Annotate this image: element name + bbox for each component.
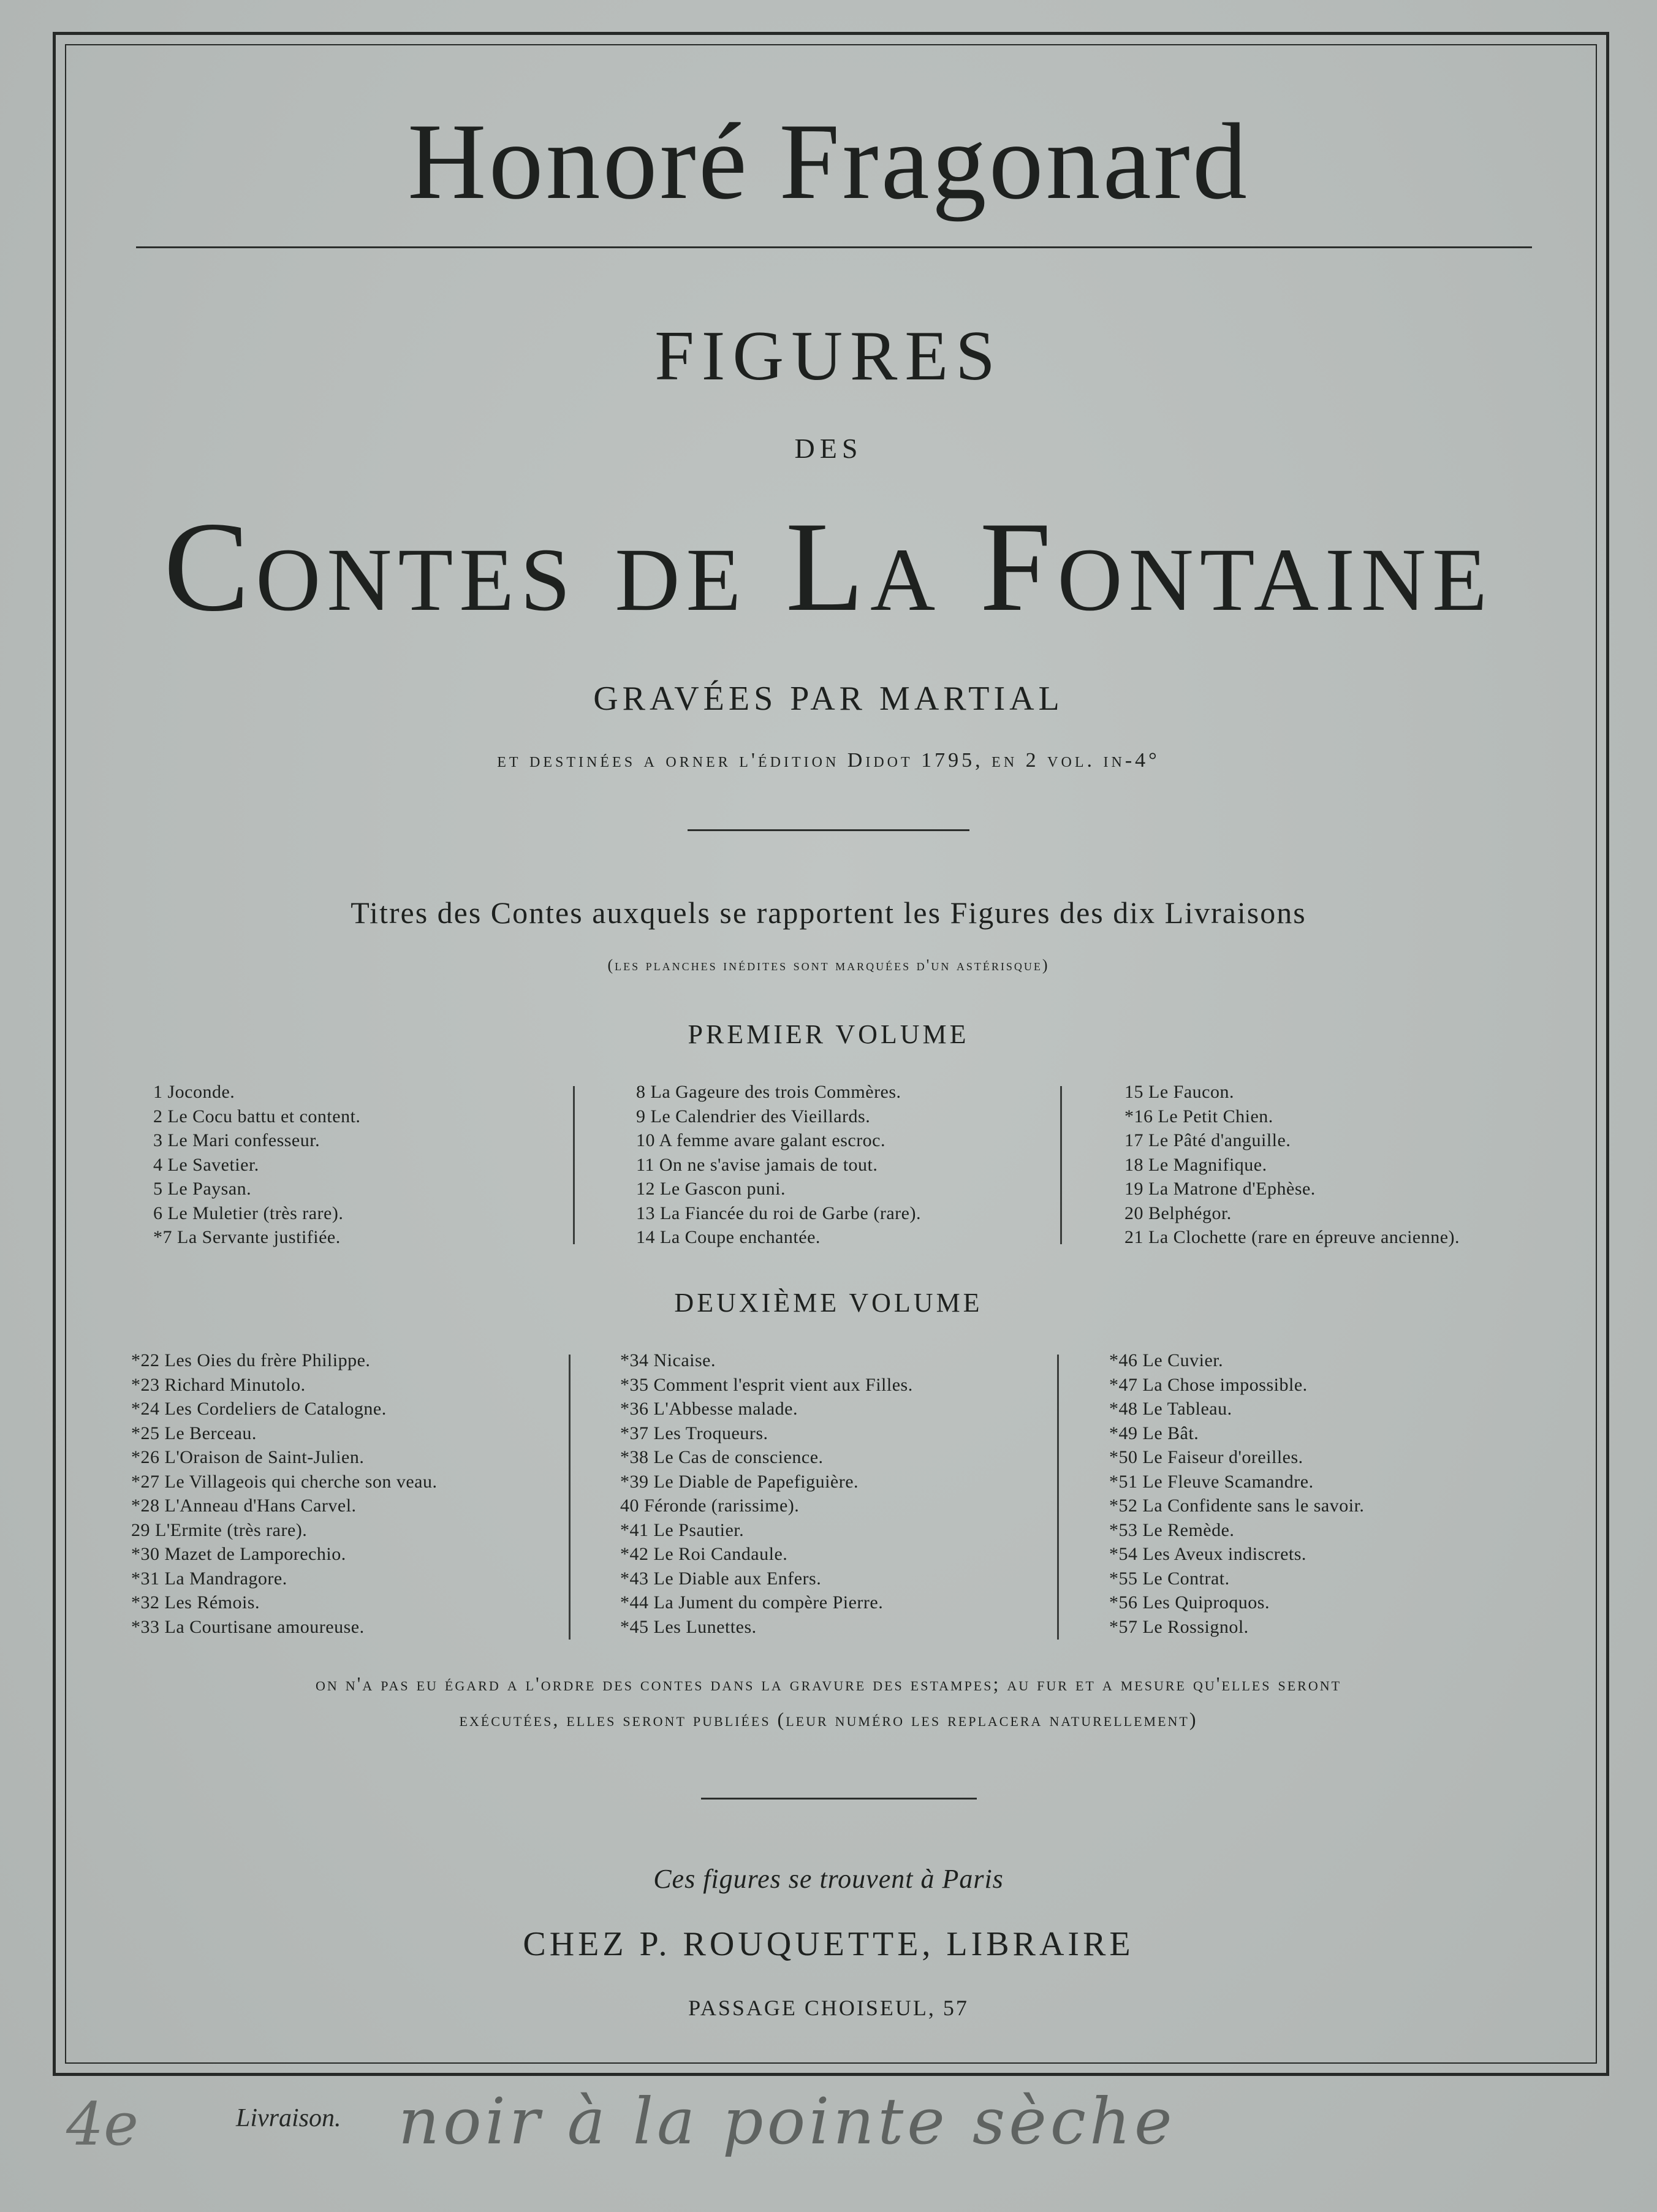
list-item: 18 Le Magnifique. [1124,1154,1267,1175]
list-item: *25 Le Berceau. [131,1423,257,1443]
list-item: 21 La Clochette (rare en épreuve ancienne). [1124,1227,1460,1247]
volume1-column2 [636,1080,921,1250]
list-item: 29 L'Ermite (très rare). [131,1519,308,1540]
list-item: 20 Belphégor. [1124,1203,1232,1223]
list-item: 40 Féronde (rarissime). [620,1496,800,1516]
list-item: *48 Le Tableau. [1109,1399,1232,1419]
column-separator [1057,1355,1059,1640]
list-item: *33 La Courtisane amoureuse. [131,1616,365,1637]
order-note-line2: exécutées, elles seront publiées (leur numéro les replacera naturellement) [459,1708,1198,1730]
column-separator [569,1355,571,1640]
livraison-number-handwritten: 4e [66,2090,138,2159]
list-item: *56 Les Quiproquos. [1109,1592,1270,1613]
list-item: *37 Les Troqueurs. [620,1423,768,1443]
list-item: *16 Le Petit Chien. [1124,1106,1273,1127]
contes-title: Contes de La Fontaine [164,496,1493,638]
volume2-column1 [131,1348,438,1639]
volume2-title: DEUXIÈME VOLUME [674,1288,983,1318]
list-item: *35 Comment l'esprit vient aux Filles. [620,1374,913,1395]
list-item: *54 Les Aveux indiscrets. [1109,1544,1306,1564]
list-item: 5 Le Paysan. [153,1179,252,1199]
list-item: 11 On ne s'avise jamais de tout. [636,1154,878,1175]
order-note [0,1666,1657,1737]
list-item: 10 A femme avare galant escroc. [636,1130,885,1150]
list-item: *38 Le Cas de conscience. [620,1447,824,1467]
livraison-label: Livraison. [236,2104,341,2132]
header-divider [136,246,1532,248]
list-item: *39 Le Diable de Papefiguière. [620,1471,859,1492]
list-item: *57 Le Rossignol. [1109,1616,1249,1637]
location-note: Ces figures se trouvent à Paris [653,1864,1004,1894]
list-item: 2 Le Cocu battu et content. [153,1106,361,1127]
list-item: 12 Le Gascon puni. [636,1179,786,1199]
list-item: *31 La Mandragore. [131,1568,287,1589]
list-item: 15 Le Faucon. [1124,1082,1234,1102]
list-item: *28 L'Anneau d'Hans Carvel. [131,1496,357,1516]
list-item: *53 Le Remède. [1109,1519,1235,1540]
list-item: *43 Le Diable aux Enfers. [620,1568,822,1589]
asterisk-note: (les planches inédites sont marquées d'un astérisque) [607,956,1050,974]
list-item: *24 Les Cordeliers de Catalogne. [131,1399,387,1419]
author-heading: Honoré Fragonard [408,101,1249,222]
volume1-column3 [1124,1080,1460,1250]
list-item: 3 Le Mari confesseur. [153,1130,320,1150]
list-item: *47 La Chose impossible. [1109,1374,1308,1395]
gravees-subtitle: GRAVÉES PAR MARTIAL [593,680,1064,718]
list-item: 1 Joconde. [153,1082,235,1102]
edition-note: et destinées a orner l'édition Didot 1795, en 2 vol. in-4° [497,749,1160,772]
volume1-column1 [153,1080,360,1250]
publisher-name: CHEZ P. ROUQUETTE, LIBRAIRE [523,1925,1134,1963]
list-item: *41 Le Psautier. [620,1519,745,1540]
list-item: *45 Les Lunettes. [620,1616,757,1637]
list-item: 14 La Coupe enchantée. [636,1227,821,1247]
list-item: 13 La Fiancée du roi de Garbe (rare). [636,1203,921,1223]
list-item: *30 Mazet de Lamporechio. [131,1544,346,1564]
column-separator [1060,1086,1062,1244]
list-item: 6 Le Muletier (très rare). [153,1203,344,1223]
list-item: *42 Le Roi Candaule. [620,1544,788,1564]
volume1-title: PREMIER VOLUME [688,1019,969,1049]
list-item: 8 La Gageure des trois Commères. [636,1082,901,1102]
list-item: *23 Richard Minutolo. [131,1374,306,1395]
des-heading: DES [794,433,863,464]
section-divider-top [688,829,969,831]
list-item: *55 Le Contrat. [1109,1568,1230,1589]
figures-heading: FIGURES [654,317,1003,395]
list-item: *27 Le Villageois qui cherche son veau. [131,1471,438,1492]
list-item: *51 Le Fleuve Scamandre. [1109,1471,1314,1492]
order-note-line1: on n'a pas eu égard a l'ordre des contes dans la gravure des estampes; au fur et a mesure qu'elles seront [315,1673,1342,1695]
list-item: *34 Nicaise. [620,1350,716,1370]
list-item: *44 La Jument du compère Pierre. [620,1592,884,1613]
list-item: *22 Les Oies du frère Philippe. [131,1350,371,1370]
list-item: 17 Le Pâté d'anguille. [1124,1130,1291,1150]
titles-heading: Titres des Contes auxquels se rapportent les Figures des dix Livraisons [351,895,1306,930]
handwritten-note: noir à la pointe sèche [398,2084,1176,2159]
volume2-column3 [1109,1348,1364,1639]
volume2-column2 [620,1348,913,1639]
section-divider-bottom [701,1798,977,1800]
list-item: *46 Le Cuvier. [1109,1350,1224,1370]
list-item: *50 Le Faiseur d'oreilles. [1109,1447,1303,1467]
list-item: 4 Le Savetier. [153,1154,259,1175]
list-item: 9 Le Calendrier des Vieillards. [636,1106,871,1127]
list-item: *52 La Confidente sans le savoir. [1109,1496,1365,1516]
list-item: 19 La Matrone d'Ephèse. [1124,1179,1316,1199]
list-item: *36 L'Abbesse malade. [620,1399,798,1419]
column-separator [573,1086,575,1244]
list-item: *7 La Servante justifiée. [153,1227,341,1247]
list-item: *26 L'Oraison de Saint-Julien. [131,1447,365,1467]
list-item: *49 Le Bât. [1109,1423,1199,1443]
publisher-address: PASSAGE CHOISEUL, 57 [688,1996,969,2020]
list-item: *32 Les Rémois. [131,1592,260,1613]
